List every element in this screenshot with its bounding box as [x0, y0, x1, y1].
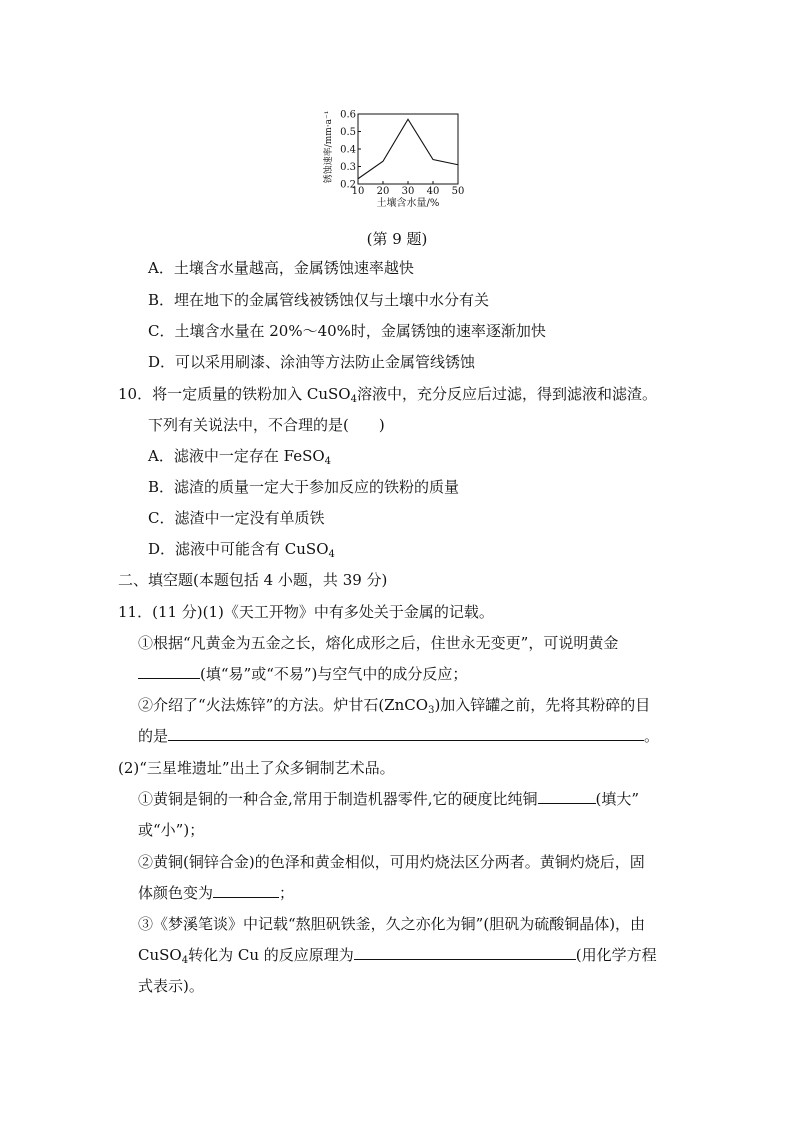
x-tick-label: 30 [401, 186, 415, 197]
answer-blank[interactable] [538, 789, 596, 804]
q10-stem-line2: 下列有关说法中，不合理的是( ) [148, 416, 385, 434]
q11-p2-line1 [138, 695, 650, 715]
q10-stem-line1 [118, 384, 657, 404]
q11-p3-text-b: (填大” [595, 790, 640, 808]
y-tick-label: 0.2 [340, 179, 356, 191]
x-tick-label: 20 [376, 186, 390, 197]
q10-stem-text-a: 10．将一定质量的铁粉加入 CuSO [118, 385, 351, 403]
q10-option-d-text: D．滤液中可能含有 CuSO [148, 540, 329, 558]
q10-stem-subscript: 4 [350, 394, 357, 405]
q11-p2-line2 [138, 726, 659, 746]
x-tick-label: 40 [426, 186, 440, 197]
x-tick-label: 50 [451, 186, 465, 197]
q10-option-c: C．滤渣中一定没有单质铁 [148, 509, 325, 527]
q11-p3-text-a: ①黄铜是铜的一种合金,常用于制造机器零件,它的硬度比纯铜 [138, 790, 538, 808]
answer-blank[interactable] [138, 664, 200, 679]
q11-p4-text-a: 体颜色变为 [138, 884, 214, 902]
q11-p2-text-a: ②介绍了“火法炼锌”的方法。炉甘石(ZnCO [138, 696, 429, 714]
q11-heading: 11．(11 分)(1)《天工开物》中有多处关于金属的记载。 [118, 603, 494, 621]
section-2-heading: 二、填空题(本题包括 4 小题，共 39 分) [118, 571, 388, 589]
y-tick-label: 0.3 [340, 162, 356, 173]
q11-p1-line1: ①根据“凡黄金为五金之长，熔化成形之后，住世永无变更”，可说明黄金 [138, 634, 619, 652]
x-tick-label: 10 [351, 186, 365, 197]
plot-frame [358, 114, 458, 184]
figure-caption: (第 9 题) [366, 230, 428, 248]
q11-p5-line2 [138, 945, 657, 965]
q11-part2-heading: (2)“三星堆遗址”出土了众多铜制艺术品。 [118, 759, 395, 777]
q9-option-d: D．可以采用刷漆、涂油等方法防止金属管线锈蚀 [148, 353, 476, 371]
q11-p5-line3: 式表示)。 [138, 977, 204, 995]
q11-p2-line2-text-b: 。 [644, 727, 660, 745]
corrosion-rate-chart [322, 102, 472, 214]
q11-p1-line2-text: (填“易”或“不易”)与空气中的成分反应； [200, 665, 468, 683]
x-axis-label: 土壤含水量/% [376, 198, 440, 209]
series-line [358, 119, 458, 179]
q10-option-d [148, 539, 335, 559]
q11-p5-text-c: (用化学方程 [575, 946, 657, 964]
q10-option-d-subscript: 4 [328, 549, 335, 560]
q10-stem-text-b: 溶液中，充分反应后过滤，得到滤液和滤渣。 [356, 385, 657, 403]
q11-p3-line2: 或“小”)； [138, 821, 205, 839]
q10-option-b: B．滤渣的质量一定大于参加反应的铁粉的质量 [148, 478, 460, 496]
q9-option-b: B．埋在地下的金属管线被锈蚀仅与土壤中水分有关 [148, 291, 490, 309]
answer-blank[interactable] [354, 945, 576, 960]
q11-p4-line2 [138, 883, 294, 903]
q9-option-c: C．土壤含水量在 20%～40%时，金属锈蚀的速率逐渐加快 [148, 322, 546, 340]
q10-option-a-subscript: 4 [324, 456, 332, 467]
q11-p5-line1: ③《梦溪笔谈》中记载“熬胆矾铁釜，久之亦化为铜”(胆矾为硫酸铜晶体)，由 [138, 915, 646, 933]
q10-option-a-text: A．滤液中一定存在 FeSO [148, 447, 325, 465]
answer-blank[interactable] [213, 883, 279, 898]
q11-p5-subscript: 4 [181, 955, 189, 966]
q11-p5-text-b: 转化为 Cu 的反应原理为 [188, 946, 354, 964]
answer-blank[interactable] [168, 726, 644, 741]
q11-p4-line1: ②黄铜(铜锌合金)的色泽和黄金相似，可用灼烧法区分两者。黄铜灼烧后，固 [138, 853, 645, 871]
q11-p1-line2 [138, 664, 467, 684]
q9-option-a: A．土壤含水量越高，金属锈蚀速率越快 [148, 259, 414, 277]
q11-p4-text-b: ； [279, 884, 295, 902]
q11-p2-text-b: )加入锌罐之前，先将其粉碎的目 [434, 696, 651, 714]
chart-svg [322, 102, 472, 214]
y-tick-label: 0.6 [340, 109, 356, 121]
q11-p3-line1 [138, 789, 639, 809]
q11-p2-line2-text-a: 的是 [138, 727, 169, 745]
y-tick-label: 0.4 [340, 144, 356, 156]
q11-p2-subscript: 3 [428, 705, 435, 716]
y-axis-label: 锈蚀速率/mm·a⁻¹ [324, 110, 334, 184]
q10-option-a [148, 446, 331, 466]
y-tick-label: 0.5 [340, 127, 356, 138]
q11-p5-text-a: CuSO [138, 946, 182, 964]
